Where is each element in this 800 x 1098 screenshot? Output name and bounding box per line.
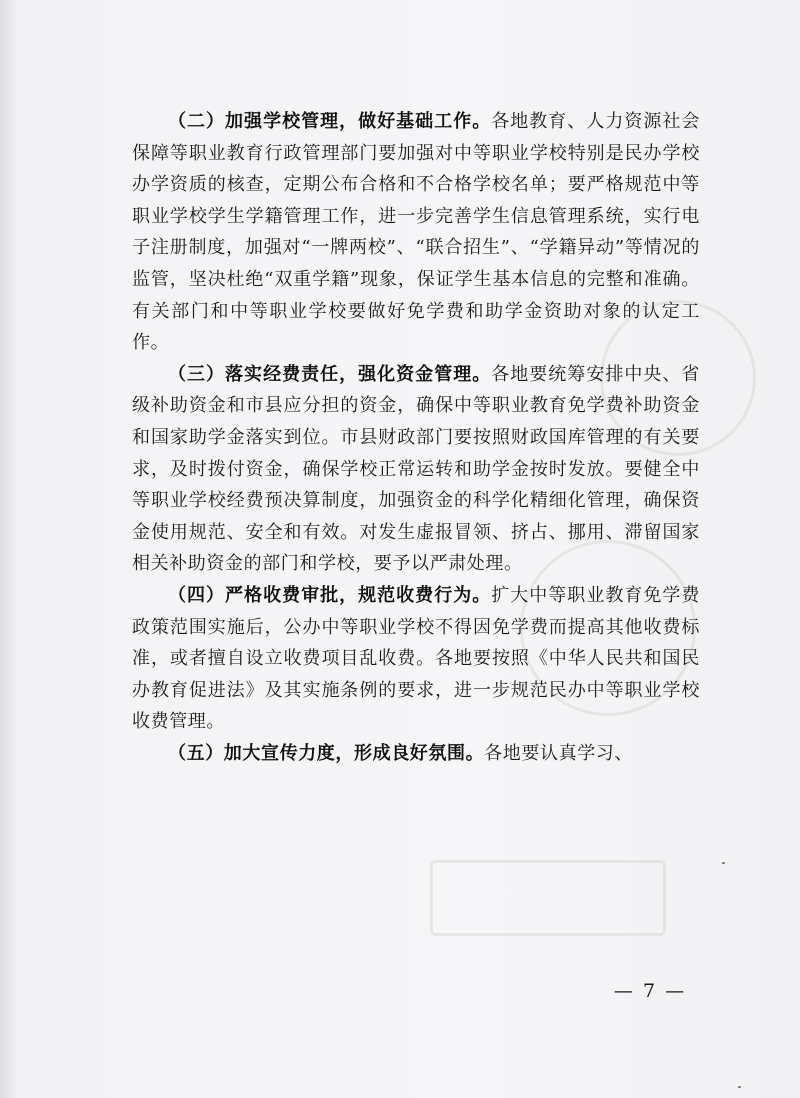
paragraph-body: 各地要统筹安排中央、省级补助资金和市县应分担的资金，确保中等职业教育免学费补助资金和国家助学金落实到位。市县财政部门要按照财政国库管理的有关要求，及时拨付资金，确保学校正常运转和助学金按时发放。要健全中等职业学校经费预决算制度，加强资金的科学化精细化管理，确保资金使用规范、安全和有效。对发生虚报冒领、挤占、挪用、滞留国家相关补助资金的部门和学校，要予以严肃处理。 <box>132 363 700 575</box>
paragraph-body: 各地要认真学习、 <box>484 742 634 764</box>
paragraph-body: 扩大中等职业教育免学费政策范围实施后，公办中等职业学校不得因免学费而提高其他收费标准，或者擅自设立收费项目乱收费。各地要按照《中华人民共和国民办教育促进法》及其实施条例的要求，进一步规范民办中等职业学校收费管理。 <box>132 584 700 733</box>
paper-speck <box>722 862 725 864</box>
paragraph-heading: （四）严格收费审批，规范收费行为。 <box>168 584 492 606</box>
paragraph-fee-approval <box>132 580 700 738</box>
paragraph-body: 各地教育、人力资源社会保障等职业教育行政管理部门要加强对中等职业学校特别是民办学校办学资质的核查，定期公布合格和不合格学校名单；要严格规范中等职业学校学生学籍管理工作，进一步完善学生信息管理系统，实行电子注册制度，加强对“一牌两校”、“联合招生”、“学籍异动”等情况的监管，坚决杜绝“双重学籍”现象，保证学生基本信息的完整和准确。有关部门和中等职业学校要做好免学费和助学金资助对象的认定工作。 <box>132 111 700 354</box>
paper-speck <box>738 1086 741 1088</box>
paragraph-heading: （三）落实经费责任，强化资金管理。 <box>168 363 492 385</box>
paragraph-heading: （二）加强学校管理，做好基础工作。 <box>168 111 492 132</box>
faint-stamp-impression <box>430 860 666 936</box>
paragraph-heading: （五）加大宣传力度，形成良好氛围。 <box>168 742 485 764</box>
paragraph-school-management <box>132 106 700 359</box>
page-number: — 7 — <box>613 980 687 1002</box>
paragraph-funding-responsibility <box>132 359 700 580</box>
body-text <box>132 106 700 769</box>
paragraph-publicity <box>132 738 700 770</box>
